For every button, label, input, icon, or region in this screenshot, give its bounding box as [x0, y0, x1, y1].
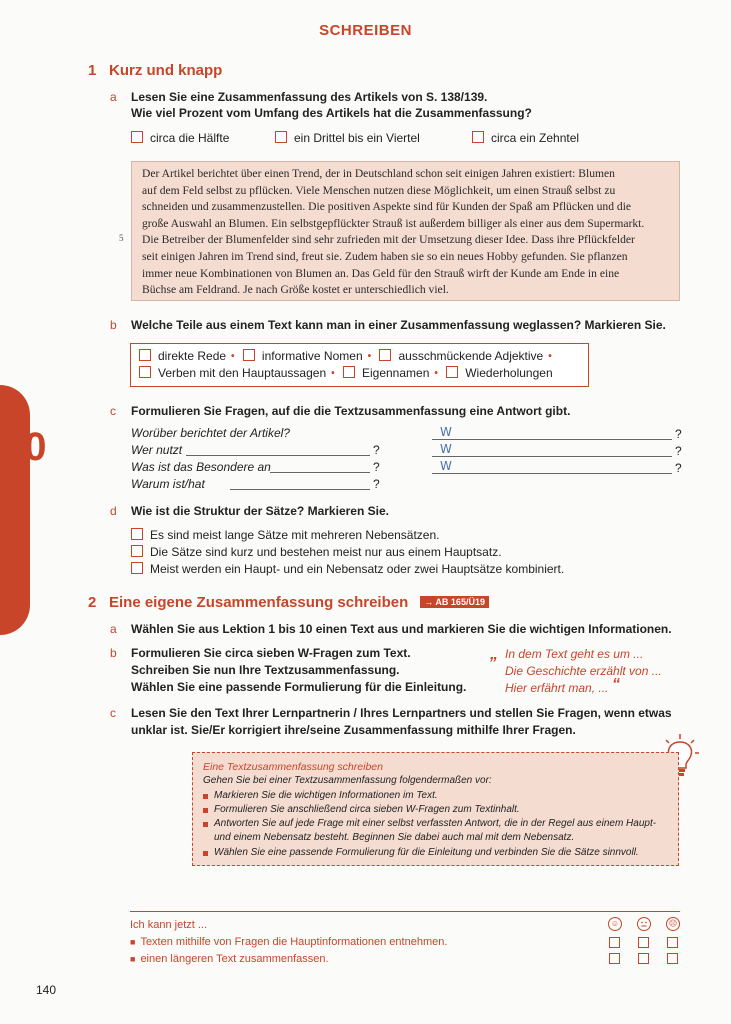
handwritten-w: W [440, 459, 452, 473]
section1-number: 1 [88, 62, 97, 79]
tip-item: Wählen Sie eine passende Formulierung für die Einleitung und verbinden Sie die Sätze sinnvoll. [203, 846, 668, 860]
article-line: auf dem Feld selbst zu pflücken. Viele Menschen nutzen diese Möglichkeit, um einen Strauß selbst zu [142, 183, 616, 197]
option-eigennamen: Eigennamen [361, 366, 430, 380]
checkbox[interactable] [379, 349, 391, 361]
checkbox[interactable] [139, 349, 151, 361]
article-line: Der Artikel berichtet über einen Trend, der in Deutschland schon seit einigen Jahren existiert: Blumen [142, 167, 615, 180]
task-1b-label: b [110, 318, 117, 332]
tip-intro: Gehen Sie bei einer Textzusammenfassung folgendermaßen vor: [203, 775, 492, 787]
checkbox[interactable] [343, 366, 355, 378]
task-1b-question: Welche Teile aus einem Text kann man in einer Zusammenfassung weglassen? Markieren Sie. [131, 318, 666, 332]
checkbox[interactable] [446, 366, 458, 378]
task-1d-label: d [110, 504, 117, 518]
option-haelfte[interactable]: circa die Hälfte [131, 131, 229, 145]
option-adjektive: ausschmückende Adjektive [398, 349, 544, 363]
question-worueber: Worüber berichtet der Artikel? [131, 426, 290, 440]
task-2c-line-2: unklar ist. Sie/Er korrigiert ihre/seine Zusammenfassung mithilfe Ihrer Fragen. [131, 723, 576, 737]
answer-line[interactable] [230, 489, 370, 490]
happy-face-icon: ☺ [608, 917, 622, 931]
checkbox[interactable] [638, 953, 649, 964]
answer-line[interactable] [432, 456, 672, 457]
option-drittel[interactable]: ein Drittel bis ein Viertel [275, 131, 420, 145]
page-title: SCHREIBEN [319, 22, 412, 39]
question-mark: ? [675, 427, 682, 441]
task-2b-line-2: Schreiben Sie nun Ihre Textzusammenfassung. [131, 663, 400, 677]
task-2a-label: a [110, 622, 117, 636]
article-line: schneiden und zusammenzustellen. Die positiven Aspekte sind für Kunden der Spaß am Pflücken und die [142, 200, 632, 214]
quote-close-mark: “ [612, 676, 620, 693]
can-do-box [130, 911, 680, 968]
line-number-5: 5 [119, 233, 124, 243]
checkbox[interactable] [609, 953, 620, 964]
answer-line[interactable] [432, 473, 672, 474]
tip-title: Eine Textzusammenfassung schreiben [203, 761, 383, 773]
quote-line-1: In dem Text geht es um ... [505, 647, 644, 661]
article-line: große Auswahl an Blumen. Ein selbstgepflückter Strauß ist außerdem billiger als einer aus dem Supermarkt. [142, 216, 645, 230]
workbook-reference[interactable]: → AB 165/Ü19 [420, 596, 489, 608]
handwritten-w: W [440, 442, 452, 456]
checkbox[interactable] [609, 937, 620, 948]
checkbox[interactable] [472, 131, 484, 143]
option-zehntel[interactable]: circa ein Zehntel [472, 131, 579, 145]
structure-option-2[interactable]: Die Sätze sind kurz und bestehen meist nur aus einem Hauptsatz. [131, 545, 502, 559]
checkbox[interactable] [243, 349, 255, 361]
question-besondere: Was ist das Besondere an [131, 460, 271, 474]
checkbox[interactable] [131, 528, 143, 540]
article-line: Die Betreiber der Blumenfelder sind sehr zufrieden mit der Umsetzung dieser Idee. Dass ihre Pflückfelder [142, 233, 635, 247]
section1-title: Kurz und knapp [109, 62, 223, 79]
option-verben: Verben mit den Hauptaussagen [158, 366, 327, 380]
article-line: seit einigen Jahren im Trend sind, freut sie. Zudem haben sie so ein neues Hobby gefunden. Sie pflanzen [142, 249, 628, 263]
task-1c-label: c [110, 404, 116, 418]
omission-options-box: direkte Rede • informative Nomen • ausschmückende Adjektive • Verben mit den Hauptaussagen • Eigennamen • Wiederholungen [130, 343, 589, 387]
handwritten-w: W [440, 425, 452, 439]
option-informative-nomen: informative Nomen [261, 349, 363, 363]
article-summary [131, 161, 680, 301]
question-mark: ? [675, 444, 682, 458]
tip-item: Markieren Sie die wichtigen Informationen im Text. [203, 789, 668, 803]
tip-item: Antworten Sie auf jede Frage mit einer selbst verfassten Antwort, die in der Regel aus einem Haupt- und einem Nebensatz besteht. Beginnen Sie dabei auch mal mit dem Nebensatz. [203, 817, 668, 846]
task-1d-question: Wie ist die Struktur der Sätze? Markieren Sie. [131, 504, 389, 518]
checkbox[interactable] [131, 562, 143, 574]
task-2b-line-1: Formulieren Sie circa sieben W-Fragen zum Text. [131, 646, 411, 660]
chapter-tab [0, 385, 30, 635]
answer-line[interactable] [432, 439, 672, 440]
article-line: Büchse am Feldrand. Je nach Größe kostet er unterschiedlich viel. [142, 283, 449, 297]
article-line: immer neue Kombinationen von Blumen an. Das Geld für den Strauß wirft der Kunde am Ende in eine [142, 266, 620, 280]
option-direkte-rede: direkte Rede [158, 349, 227, 363]
tip-item: Formulieren Sie anschließend circa sieben W-Fragen zum Textinhalt. [203, 803, 668, 817]
checkbox[interactable] [139, 366, 151, 378]
task-1a-question-2: Wie viel Prozent vom Umfang des Artikels hat die Zusammenfassung? [131, 106, 532, 120]
question-mark: ? [373, 460, 380, 474]
option-wiederholungen: Wiederholungen [465, 366, 553, 380]
neutral-face-icon [637, 917, 651, 931]
quote-open-mark: „ [490, 646, 498, 663]
chapter-number: 10 [2, 425, 47, 469]
question-mark: ? [373, 443, 380, 457]
checkbox[interactable] [131, 131, 143, 143]
can-do-item: ■ Texten mithilfe von Fragen die Hauptinformationen entnehmen. [130, 936, 448, 948]
can-do-title: Ich kann jetzt ... [130, 919, 208, 931]
task-2a-text: Wählen Sie aus Lektion 1 bis 10 einen Text aus und markieren Sie die wichtigen Informationen. [131, 622, 672, 636]
section2-title: Eine eigene Zusammenfassung schreiben → AB 165/Ü19 [109, 594, 489, 611]
answer-line[interactable] [186, 455, 370, 456]
task-2b-line-3: Wählen Sie eine passende Formulierung für die Einleitung. [131, 680, 467, 694]
question-wer-nutzt: Wer nutzt [131, 443, 183, 457]
question-mark: ? [675, 461, 682, 475]
structure-option-3[interactable]: Meist werden ein Haupt- und ein Nebensatz oder zwei Hauptsätze kombiniert. [131, 562, 564, 576]
checkbox[interactable] [638, 937, 649, 948]
task-1a-label: a [110, 90, 117, 104]
question-mark: ? [373, 477, 380, 491]
tip-box [192, 752, 679, 866]
section2-number: 2 [88, 594, 97, 611]
quote-line-2: Die Geschichte erzählt von ... [505, 664, 662, 678]
structure-option-1[interactable]: Es sind meist lange Sätze mit mehreren Nebensätzen. [131, 528, 439, 542]
task-2c-label: c [110, 706, 116, 720]
task-2b-label: b [110, 646, 117, 660]
checkbox[interactable] [275, 131, 287, 143]
checkbox[interactable] [667, 953, 678, 964]
question-warum: Warum ist/hat [131, 477, 205, 491]
task-2c-line-1: Lesen Sie den Text Ihrer Lernpartnerin / Ihres Lernpartners und stellen Sie Fragen, wenn etwas [131, 706, 672, 720]
task-1c-question: Formulieren Sie Fragen, auf die die Textzusammenfassung eine Antwort gibt. [131, 404, 571, 418]
answer-line[interactable] [270, 472, 370, 473]
can-do-item: ■ einen längeren Text zusammenfassen. [130, 953, 329, 965]
checkbox[interactable] [667, 937, 678, 948]
sad-face-icon: ☹ [666, 917, 680, 931]
checkbox[interactable] [131, 545, 143, 557]
task-1a-question-1: Lesen Sie eine Zusammenfassung des Artikels von S. 138/139. [131, 90, 488, 104]
quote-line-3: Hier erfährt man, ... [505, 681, 609, 695]
page-number: 140 [36, 983, 57, 997]
